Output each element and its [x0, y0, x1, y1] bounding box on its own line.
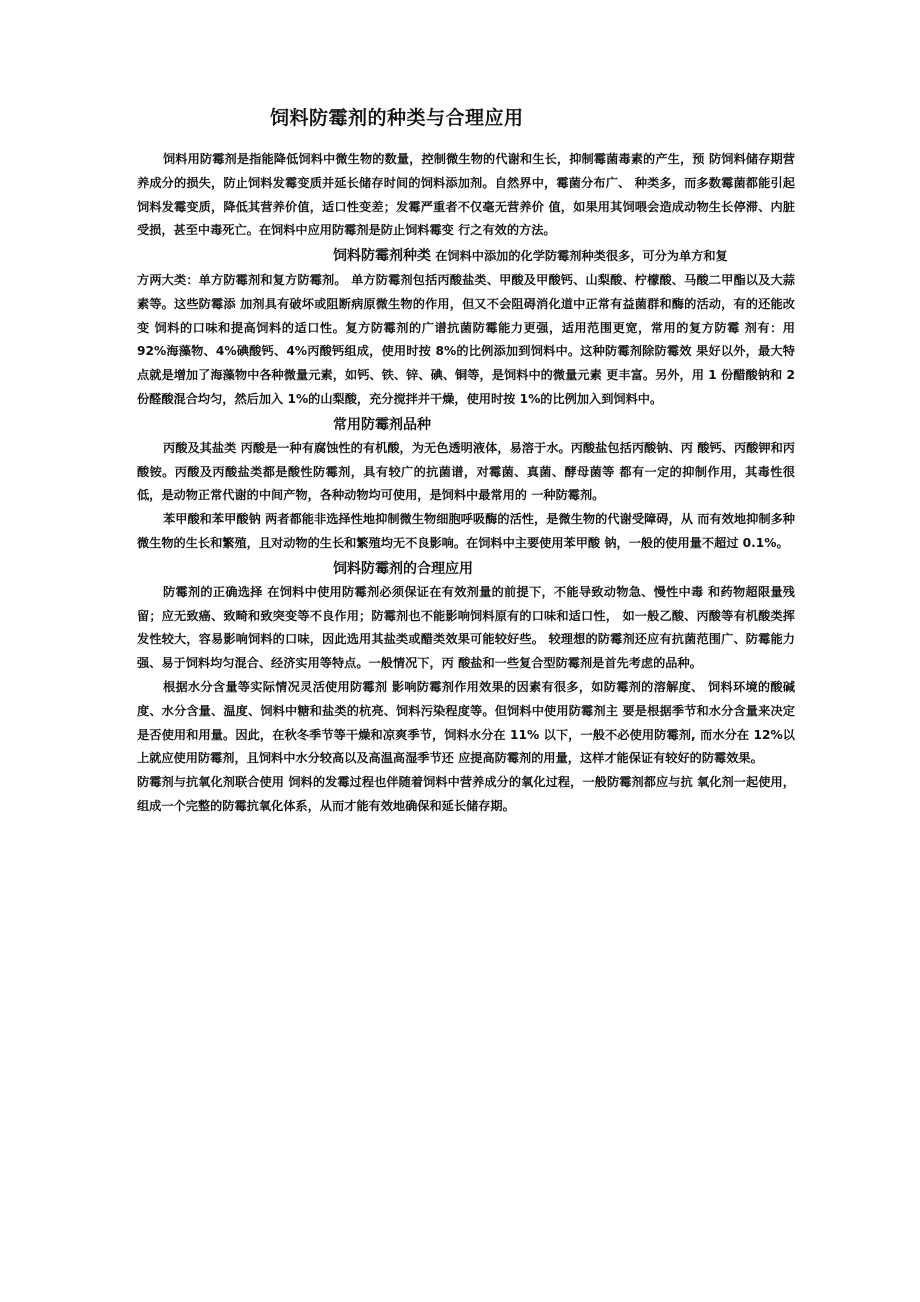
section3-paragraph-1: 防霉剂的正确选择 在饲料中使用防霉剂必须保证在有效剂量的前提下，不能导致动物急、慢性中毒 和药物超限量残留；应无致癌、致畸和致突变等不良作用；防霉剂也不能影响饲料原有的口味和适口性， 如一般乙酸、丙酸等有机酸类挥发性较大，容易影响饲料的口味，因此选用其盐类或醋类效果可能较好些。 较理想的防霉剂还应有抗菌范围广、防霉能力强、易于饲料均匀混合、经济实用等特点。一般情况下，丙 酸盐和一些复合型防霉剂是首先考虑的品种。 — [137, 584, 795, 671]
intro-paragraph: 饲料用防霉剂是指能降低饲料中微生物的数量，控制微生物的代谢和生长，抑制霉菌毒素的产生，预 防饲料储存期营养成分的损失，防止饲料发霉变质并延长储存时间的饲料添加剂。自然界中，霉菌分布广、 种类多，而多数霉菌都能引起饲料发霉变质，降低其营养价值，适口性变差；发霉严重者不仅毫无营养价 值，如果用其饲喂会造成动物生长停滞、内脏受损，甚至中毒死亡。在饲料中应用防霉剂是防止饲料霉变 行之有效的方法。 — [137, 152, 795, 238]
document-title: 饲料防霉剂的种类与合理应用 — [270, 107, 524, 129]
section1-paragraph: 方两大类：单方防霉剂和复方防霉剂。 单方防霉剂包括丙酸盐类、甲酸及甲酸钙、山梨酸、柠檬酸、马酸二甲酯以及大蒜素等。这些防霉添 加剂具有破坏或阻断病原微生物的作用，但又不会阻碍消化道中正常有益菌群和酶的活动，有的还能改变 饲料的口味和提高饲料的适口性。复方防霉剂的广谱抗菌防霉能力更强，适用范围更宽，常用的复方防霉 剂有：用 92%海藻物、4%碘酸钙、4%丙酸钙组成，使用时按 8%的比例添加到饲料中。这种防霉剂除防霉效 果好以外，最大特点就是增加了海藻物中各种微量元素，如钙、铁、锌、碘、铜等，是饲料中的微量元素 更丰富。另外，用 1 份醋酸钠和 2 份醛酸混合均匀，然后加入 1%的山梨酸，充分搅拌并干燥，使用时按 1%的比例加入到饲料中。 — [137, 272, 795, 406]
document-body — [137, 148, 795, 819]
section3-paragraph-2: 根据水分含量等实际情况灵活使用防霉剂 影响防霉剂作用效果的因素有很多，如防霉剂的溶解度、 饲料环境的酸碱度、水分含量、温度、饲料中糖和盐类的杭亮、饲料污染程度等。但饲料中使用防霉剂主 要是根据季节和水分含量来决定是否使用和用量。因此，在秋冬季节等干燥和凉爽季节，饲料水分在 11% 以下，一般不必使用防霉剂, 而水分在 12%以上就应使用防霉剂，且饲料中水分较高以及高温高湿季节还 应提高防霉剂的用量，这样才能保证有较好的防霉效果。 — [137, 679, 795, 766]
section2-paragraph-2: 苯甲酸和苯甲酸钠 两者都能非选择性地抑制微生物细胞呼吸酶的活性，是微生物的代谢受障碍，从 而有效地抑制多种微生物的生长和繁殖，且对动物的生长和繁殖均无不良影响。在饲料中主要使用苯甲酸 钠，一般的使用量不超过 0.1%。 — [137, 512, 795, 550]
section2-paragraph-1: 丙酸及其盐类 丙酸是一种有腐蚀性的有机酸，为无色透明液体，易溶于水。丙酸盐包括丙酸钠、丙 酸钙、丙酸钾和丙酸铵。丙酸及丙酸盐类都是酸性防霉剂，具有较广的抗菌谱，对霉菌、真菌、酵母菌等 都有一定的抑制作用，其毒性很低，是动物正常代谢的中间产物，各种动物均可使用，是饲料中最常用的 一种防霉剂。 — [137, 440, 795, 503]
section1-lead-line — [333, 245, 795, 269]
section3-paragraph-3: 防霉剂与抗氧化剂联合使用 饲料的发霉过程也伴随着饲料中营养成分的氧化过程，一般防霉剂都应与抗 氧化剂一起使用，组成一个完整的防霉抗氧化体系，从而才能有效地确保和延长储存期。 — [137, 775, 795, 813]
section1-lead-text: 在饲料中添加的化学防霉剂种类很多，可分为单方和复 — [431, 249, 728, 264]
section3-heading: 饲料防霉剂的合理应用 — [333, 560, 473, 577]
section2-heading: 常用防霉剂品种 — [333, 416, 431, 433]
section1-heading: 饲料防霉剂种类 — [333, 248, 431, 265]
